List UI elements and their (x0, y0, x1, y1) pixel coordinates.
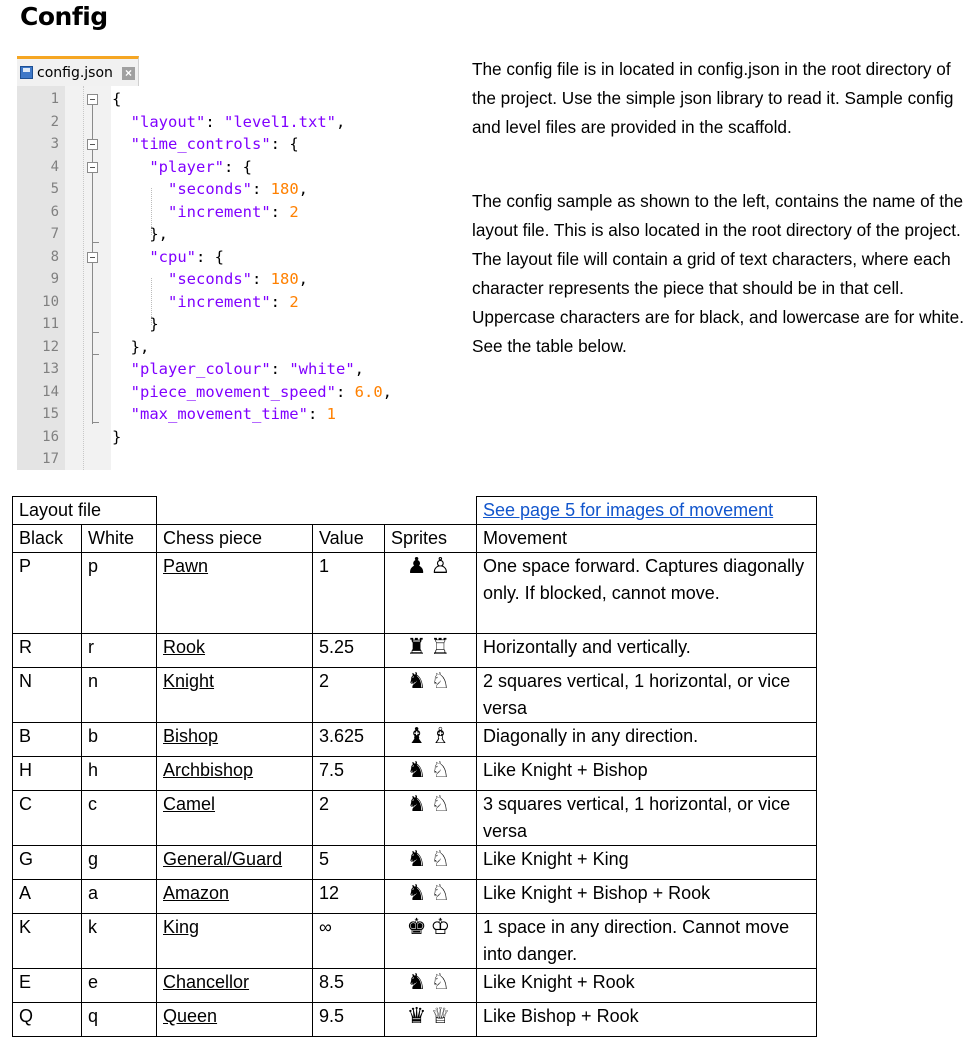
piece-sprite-icons: ♜♖ (385, 634, 477, 668)
table-row (13, 880, 817, 914)
piece-movement: 3 squares vertical, 1 horizontal, or vice versa (477, 791, 817, 846)
save-file-icon (20, 66, 33, 79)
piece-value: 2 (313, 668, 385, 723)
table-row (13, 914, 817, 969)
piece-name: General/Guard (157, 846, 313, 880)
editor-tab[interactable] (17, 56, 139, 86)
table-row (13, 553, 817, 634)
table-row (13, 791, 817, 846)
white-char: r (82, 634, 157, 668)
piece-value: ∞ (313, 914, 385, 969)
page-title: Config (20, 2, 108, 31)
black-char: G (13, 846, 82, 880)
white-char: p (82, 553, 157, 634)
piece-sprite-icons: ♞♘ (385, 846, 477, 880)
line-number: 17 (42, 451, 59, 467)
piece-name: Pawn (157, 553, 313, 634)
line-number: 1 (50, 91, 59, 107)
white-char: c (82, 791, 157, 846)
piece-value: 7.5 (313, 757, 385, 791)
fold-toggle-icon[interactable] (87, 252, 98, 263)
movement-link[interactable]: See page 5 for images of movement (477, 497, 817, 525)
line-number: 2 (50, 113, 59, 130)
col-white: White (82, 525, 157, 553)
piece-sprite-icons: ♞♘ (385, 757, 477, 791)
piece-name: Bishop (157, 723, 313, 757)
line-number: 4 (50, 158, 59, 175)
col-black: Black (13, 525, 82, 553)
piece-movement: Diagonally in any direction. (477, 723, 817, 757)
close-tab-icon[interactable]: × (122, 67, 135, 80)
table-row (13, 969, 817, 1003)
line-number: 11 (42, 316, 59, 332)
white-char: a (82, 880, 157, 914)
white-char: g (82, 846, 157, 880)
piece-name: Knight (157, 668, 313, 723)
piece-movement: 1 space in any direction. Cannot move into danger. (477, 914, 817, 969)
white-char: q (82, 1003, 157, 1037)
piece-sprite-icons: ♟♙ (385, 553, 477, 634)
black-char: K (13, 914, 82, 969)
black-char: E (13, 969, 82, 1003)
piece-sprite-icons: ♚♔ (385, 914, 477, 969)
line-number: 13 (42, 361, 59, 377)
piece-movement: Like Knight + Rook (477, 969, 817, 1003)
col-sprites: Sprites (385, 525, 477, 553)
piece-movement: One space forward. Captures diagonally only. If blocked, cannot move. (477, 553, 817, 634)
black-char: P (13, 553, 82, 634)
layout-file-header: Layout file (13, 497, 157, 525)
white-char: e (82, 969, 157, 1003)
black-char: N (13, 668, 82, 723)
col-chess-piece: Chess piece (157, 525, 313, 553)
piece-movement: Like Bishop + Rook (477, 1003, 817, 1037)
white-char: b (82, 723, 157, 757)
piece-name: Camel (157, 791, 313, 846)
black-char: A (13, 880, 82, 914)
pieces-table (12, 496, 817, 1037)
code-editor[interactable] (17, 56, 465, 470)
piece-value: 1 (313, 553, 385, 634)
line-number: 14 (42, 383, 59, 400)
piece-name: Archbishop (157, 757, 313, 791)
fold-toggle-icon[interactable] (87, 94, 98, 105)
code-content[interactable]: { "layout": "level1.txt", "time_controls": { "player": { "seconds": 180, "increment": 2 }, "cpu": { "seconds": 180, "increment": 2 } }, "player_colour": "white", "piece_movement_speed": 6.0, "max_movement_time": 1 } (112, 90, 392, 446)
table-row (13, 668, 817, 723)
line-number: 16 (42, 428, 59, 445)
white-char: k (82, 914, 157, 969)
table-row (13, 757, 817, 791)
piece-value: 5 (313, 846, 385, 880)
table-row (13, 723, 817, 757)
piece-sprite-icons: ♞♘ (385, 880, 477, 914)
black-char: R (13, 634, 82, 668)
piece-movement: Horizontally and vertically. (477, 634, 817, 668)
piece-sprite-icons: ♞♘ (385, 969, 477, 1003)
line-number: 12 (42, 338, 59, 355)
piece-value: 5.25 (313, 634, 385, 668)
piece-sprite-icons: ♞♘ (385, 668, 477, 723)
fold-toggle-icon[interactable] (87, 162, 98, 173)
table-row (13, 1003, 817, 1037)
piece-value: 8.5 (313, 969, 385, 1003)
piece-movement: 2 squares vertical, 1 horizontal, or vice versa (477, 668, 817, 723)
piece-name: Chancellor (157, 969, 313, 1003)
line-number: 9 (50, 271, 59, 287)
piece-movement: Like Knight + Bishop + Rook (477, 880, 817, 914)
piece-value: 9.5 (313, 1003, 385, 1037)
fold-toggle-icon[interactable] (87, 139, 98, 150)
config-description: The config file is in located in config.json in the root directory of the project. Use the simple json library to read it. Sample config and level files are provided in the scaffold. (472, 59, 954, 137)
line-number: 15 (42, 406, 59, 422)
piece-name: Queen (157, 1003, 313, 1037)
piece-sprite-icons: ♝♗ (385, 723, 477, 757)
line-number: 7 (50, 226, 59, 242)
piece-value: 2 (313, 791, 385, 846)
line-number: 3 (50, 136, 59, 152)
table-row (13, 846, 817, 880)
piece-movement: Like Knight + King (477, 846, 817, 880)
line-number: 10 (42, 293, 59, 310)
piece-movement: Like Knight + Bishop (477, 757, 817, 791)
column-headers (13, 525, 817, 553)
piece-name: King (157, 914, 313, 969)
layout-description: The config sample as shown to the left, contains the name of the layout file. This is also located in the root directory of the project. The layout file will contain a grid of text characters, where each character represents the piece that should be in that cell. Uppercase characters are for black, and lowercase are for white. See the table below. (472, 191, 964, 356)
table-header-row (13, 497, 817, 525)
line-number: 5 (50, 181, 59, 197)
line-numbers (17, 88, 59, 471)
piece-value: 3.625 (313, 723, 385, 757)
line-number: 6 (50, 203, 59, 220)
col-movement: Movement (477, 525, 817, 553)
table-row (13, 634, 817, 668)
white-char: h (82, 757, 157, 791)
tab-filename: config.json (37, 65, 113, 81)
editor-gutter (17, 86, 112, 470)
piece-value: 12 (313, 880, 385, 914)
piece-sprite-icons: ♛♕ (385, 1003, 477, 1037)
piece-sprite-icons: ♞♘ (385, 791, 477, 846)
white-char: n (82, 668, 157, 723)
piece-name: Amazon (157, 880, 313, 914)
black-char: B (13, 723, 82, 757)
black-char: H (13, 757, 82, 791)
col-value: Value (313, 525, 385, 553)
line-number: 8 (50, 248, 59, 265)
black-char: Q (13, 1003, 82, 1037)
black-char: C (13, 791, 82, 846)
piece-name: Rook (157, 634, 313, 668)
